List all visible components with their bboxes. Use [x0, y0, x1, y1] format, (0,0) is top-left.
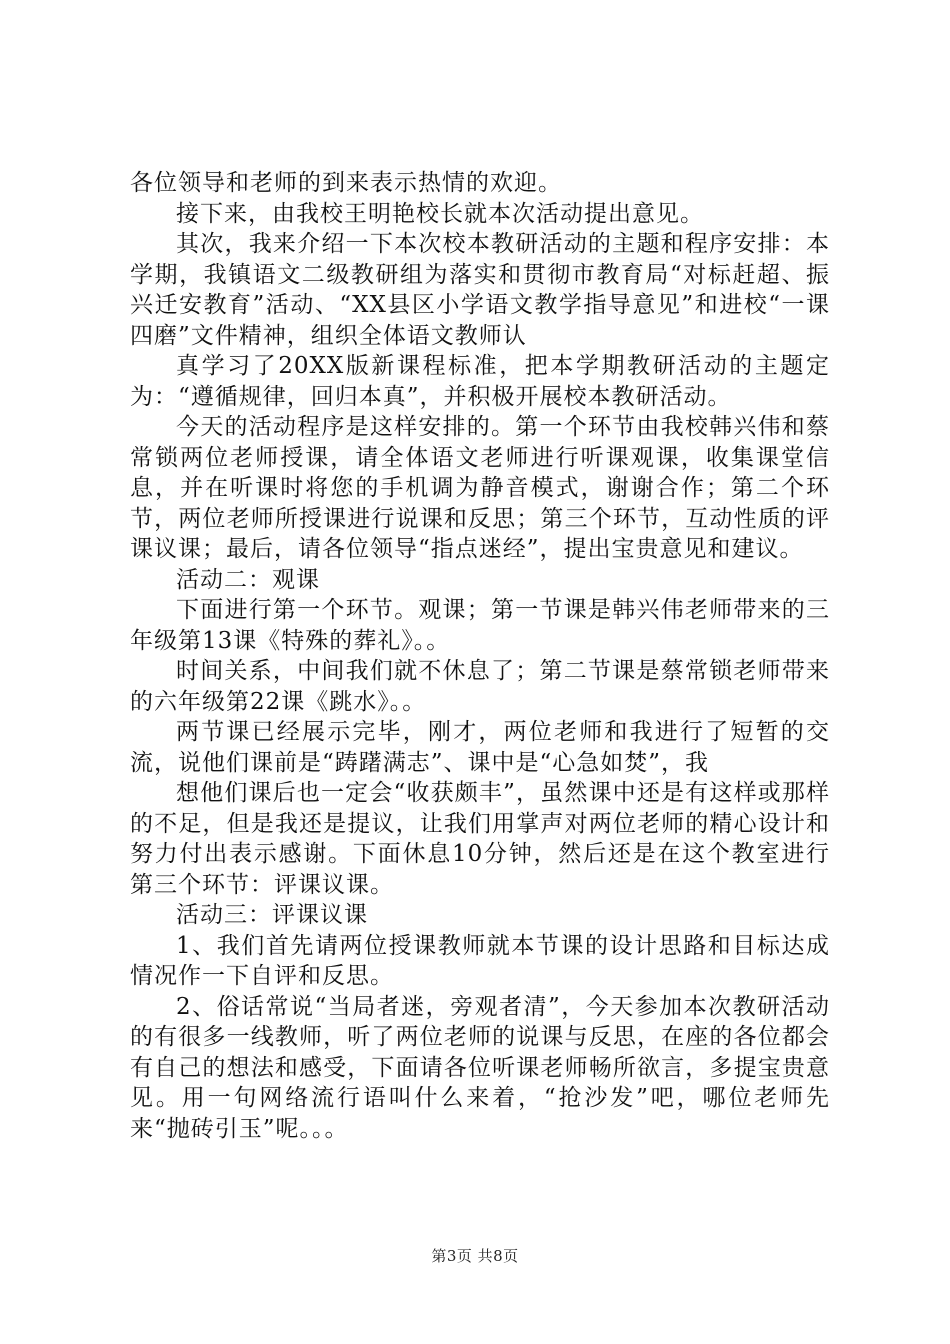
paragraph: 真学习了20XX版新课程标准，把本学期教研活动的主题定为：“遵循规律，回归本真”，并积极开展校本教研活动。: [130, 353, 830, 410]
paragraph: 其次，我来介绍一下本次校本教研活动的主题和程序安排：本学期，我镇语文二级教研组为落实和贯彻市教育局“对标赶超、振兴迁安教育”活动、“XX县区小学语文教学指导意见”和进校“一课四磨”文件精神，组织全体语文教师认: [130, 231, 830, 349]
paragraph: 2、俗话常说“当局者迷，旁观者清”，今天参加本次教研活动的有很多一线教师，听了两位老师的说课与反思，在座的各位都会有自己的想法和感受，下面请各位听课老师畅所欲言，多提宝贵意见。用一句网络流行语叫什么来着，“抢沙发”吧，哪位老师先来“抛砖引玉”呢。。。: [130, 993, 830, 1142]
paragraph: 接下来，由我校王明艳校长就本次活动提出意见。: [176, 200, 704, 227]
paragraph: 1、我们首先请两位授课教师就本节课的设计思路和目标达成情况作一下自评和反思。: [130, 932, 830, 989]
document-body: [130, 168, 830, 1144]
paragraph: 下面进行第一个环节。观课；第一节课是韩兴伟老师带来的三年级第13课《特殊的葬礼》。。: [130, 597, 830, 654]
paragraph: 两节课已经展示完毕，刚才，两位老师和我进行了短暂的交流，说他们课前是“踌躇满志”、课中是“心急如焚”，我: [130, 719, 830, 776]
paragraph: 时间关系，中间我们就不休息了；第二节课是蔡常锁老师带来的六年级第22课《跳水》。。: [130, 658, 830, 715]
paragraph: 今天的活动程序是这样安排的。第一个环节由我校韩兴伟和蔡常锁两位老师授课，请全体语文老师进行听课观课，收集课堂信息，并在听课时将您的手机调为静音模式，谢谢合作；第二个环节，两位老师所授课进行说课和反思；第三个环节，互动性质的评课议课；最后，请各位领导“指点迷经”，提出宝贵意见和建议。: [130, 414, 830, 562]
paragraph: 各位领导和老师的到来表示热情的欢迎。: [130, 170, 562, 196]
paragraph: 想他们课后也一定会“收获颇丰”，虽然课中还是有这样或那样的不足，但是我还是提议，让我们用掌声对两位老师的精心设计和努力付出表示感谢。下面休息10分钟，然后还是在这个教室进行第三个环节：评课议课。: [130, 780, 830, 898]
section-heading: 活动三：评课议课: [176, 902, 368, 928]
page-number-footer: 第3页 共8页: [431, 1247, 519, 1265]
section-heading: 活动二：观课: [176, 566, 320, 593]
